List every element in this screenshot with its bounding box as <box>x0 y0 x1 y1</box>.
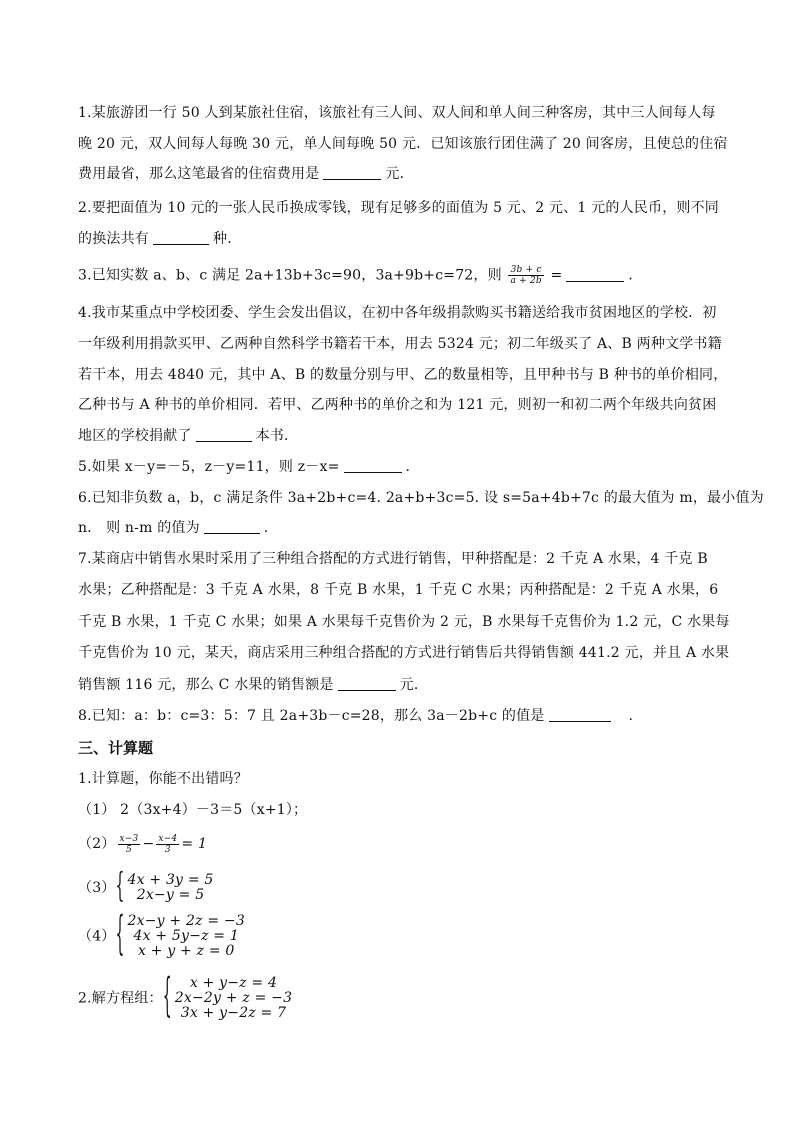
problem-4-unit: 本书． <box>255 428 299 444</box>
answer-blank[interactable] <box>153 230 209 245</box>
problem-7-text: 销售额 116 元，那么 C 水果的销售额是 <box>78 677 334 693</box>
question-label: 2.解方程组： <box>78 990 163 1007</box>
equals-sign: = <box>550 267 563 284</box>
problem-1-line-1: 1.某旅游团一行 50 人到某旅社住宿，该旅社有三人间、双人间和单人间三种客房，其中三人间每人每 <box>78 105 716 121</box>
problem-4-line-3: 若干本，用去 4840 元，其中 A、B 的数量分别与甲、乙的数量相等，且甲种书与 B 种书的单价相同， <box>78 367 728 383</box>
calc-question-1-part-1: （1） 2（3x+4）－3＝5（x+1）； <box>78 802 308 818</box>
problem-1-unit: 元． <box>385 166 414 182</box>
calc-question-1-part-3 <box>78 867 214 906</box>
problem-7-line-3: 千克 B 水果，1 千克 C 水果；如果 A 水果每千克售价为 2 元，B 水果每千克售价为 1.2 元，C 水果每 <box>78 614 730 630</box>
problem-3-end: ． <box>628 267 643 284</box>
equation-rhs: = 1 <box>181 836 208 852</box>
equation-system <box>115 908 245 962</box>
problem-2-line-2 <box>78 229 241 249</box>
problem-8-end: . <box>628 708 634 724</box>
brace-icon: { <box>115 908 125 962</box>
problem-5-end: ． <box>405 459 420 475</box>
part-label: （2） <box>78 836 116 852</box>
equation-row: 2x−2y + z = −3 <box>174 990 293 1006</box>
problem-1-line-2: 晚 20 元，双人间每人每晚 30 元，单人间每晚 50 元．已知该旅行团住满了 20 间客房，且使总的住宿 <box>78 136 728 152</box>
brace-icon: { <box>162 970 172 1024</box>
equation-row: 4x + 5y−z = 1 <box>133 928 239 944</box>
fraction-numerator: x−3 <box>119 833 139 844</box>
problem-4-line-2: 一年级利用捐款买甲、乙两种自然科学书籍若干本，用去 5324 元；初二年级买了 A、B 两种文学书籍 <box>78 336 722 352</box>
calc-question-1-part-2 <box>78 832 207 856</box>
answer-blank[interactable] <box>196 427 252 442</box>
equation-row: x + y−z = 4 <box>189 975 278 991</box>
fraction-denominator: a + 2b <box>510 276 542 286</box>
problem-7-line-5 <box>78 675 428 695</box>
problem-3-text: 3.已知实数 a、b、c 满足 2a+13b+3c=90，3a+9b+c=72，则 <box>78 267 502 284</box>
fraction <box>118 834 141 855</box>
problem-4-line-4: 乙种书与 A 种书的单价相同．若甲、乙两种书的单价之和为 121 元，则初一和初二两个年级共向贫困 <box>78 397 717 413</box>
problem-2-text: 的换法共有 <box>78 231 149 247</box>
problem-4-line-5 <box>78 426 298 446</box>
answer-blank[interactable] <box>323 165 381 180</box>
equation-row: 3x + y−2z = 7 <box>180 1005 287 1021</box>
calc-question-1-title: 1.计算题，你能不出错吗？ <box>78 771 248 787</box>
problem-3-fraction <box>508 265 543 286</box>
problem-2-line-1: 2.要把面值为 10 元的一张人民币换成零钱，现有足够多的面值为 5 元、2 元、1 元的人民币，则不同 <box>78 200 719 216</box>
problem-1-text: 费用最省，那么这笔最省的住宿费用是 <box>78 166 320 182</box>
equation-row: x + y + z = 0 <box>137 943 235 959</box>
equation-row: 4x + 3y = 5 <box>127 872 214 888</box>
answer-blank[interactable] <box>338 676 396 691</box>
calc-question-2 <box>78 970 293 1024</box>
answer-blank[interactable] <box>204 519 260 534</box>
fraction-numerator: x−4 <box>158 833 178 844</box>
problem-7-line-4: 千克售价为 10 元，某天，商店采用三种组合搭配的方式进行销售后共得销售额 441.2 元，并且 A 水果 <box>78 645 730 661</box>
problem-7-unit: 元． <box>399 677 429 693</box>
fraction-numerator: 3b + c <box>508 265 543 276</box>
problem-8-text: 8.已知：a：b：c=3：5：7 且 2a+3b－c=28，那么 3a－2b+c 的值是 <box>78 708 545 724</box>
equation-system <box>162 970 293 1024</box>
problem-7-line-1: 7.某商店中销售水果时采用了三种组合搭配的方式进行销售，甲种搭配是：2 千克 A 水果，4 千克 B <box>78 551 708 567</box>
problem-8-line <box>78 706 633 726</box>
fraction <box>156 834 179 855</box>
calc-question-1-part-4 <box>78 908 245 962</box>
problem-6-text: n． 则 n-m 的值为 <box>78 520 200 536</box>
problem-4-line-1: 4.我市某重点中学校团委、学生会发出倡议，在初中各年级捐款购买书籍送给我市贫困地区的学校．初 <box>78 305 717 321</box>
equation-system <box>115 867 214 906</box>
part-label: （4） <box>78 928 116 945</box>
answer-blank[interactable] <box>549 707 611 722</box>
fraction-denominator: 5 <box>126 844 132 855</box>
problem-1-line-3 <box>78 164 414 184</box>
problem-2-unit: 种． <box>213 231 242 247</box>
equation-row: 2x−y + 2z = −3 <box>127 913 245 929</box>
minus-sign: − <box>142 836 155 852</box>
problem-6-end: . <box>263 520 269 536</box>
fraction-denominator: 3 <box>164 844 171 855</box>
part-label: （3） <box>78 880 116 896</box>
problem-5-text: 5.如果 x－y=－5，z－y=11，则 z－x= <box>78 459 340 475</box>
problem-3-line <box>78 265 643 286</box>
answer-blank[interactable] <box>344 458 402 473</box>
problem-4-text: 地区的学校捐献了 <box>78 428 192 444</box>
section-title: 三、计算题 <box>78 739 154 757</box>
brace-icon: { <box>115 867 125 906</box>
problem-7-line-2: 水果；乙种搭配是：3 千克 A 水果，8 千克 B 水果，1 千克 C 水果；丙种搭配是：2 千克 A 水果，6 <box>78 582 719 598</box>
equation-row: 2x−y = 5 <box>136 887 205 903</box>
problem-6-line-2 <box>78 518 268 538</box>
answer-blank[interactable] <box>566 267 624 282</box>
problem-5-line <box>78 457 420 477</box>
problem-6-line-1: 6.已知非负数 a，b，c 满足条件 3a+2b+c=4. 2a+b+3c=5. 设 s=5a+4b+7c 的最大值为 m，最小值为 <box>78 490 764 506</box>
